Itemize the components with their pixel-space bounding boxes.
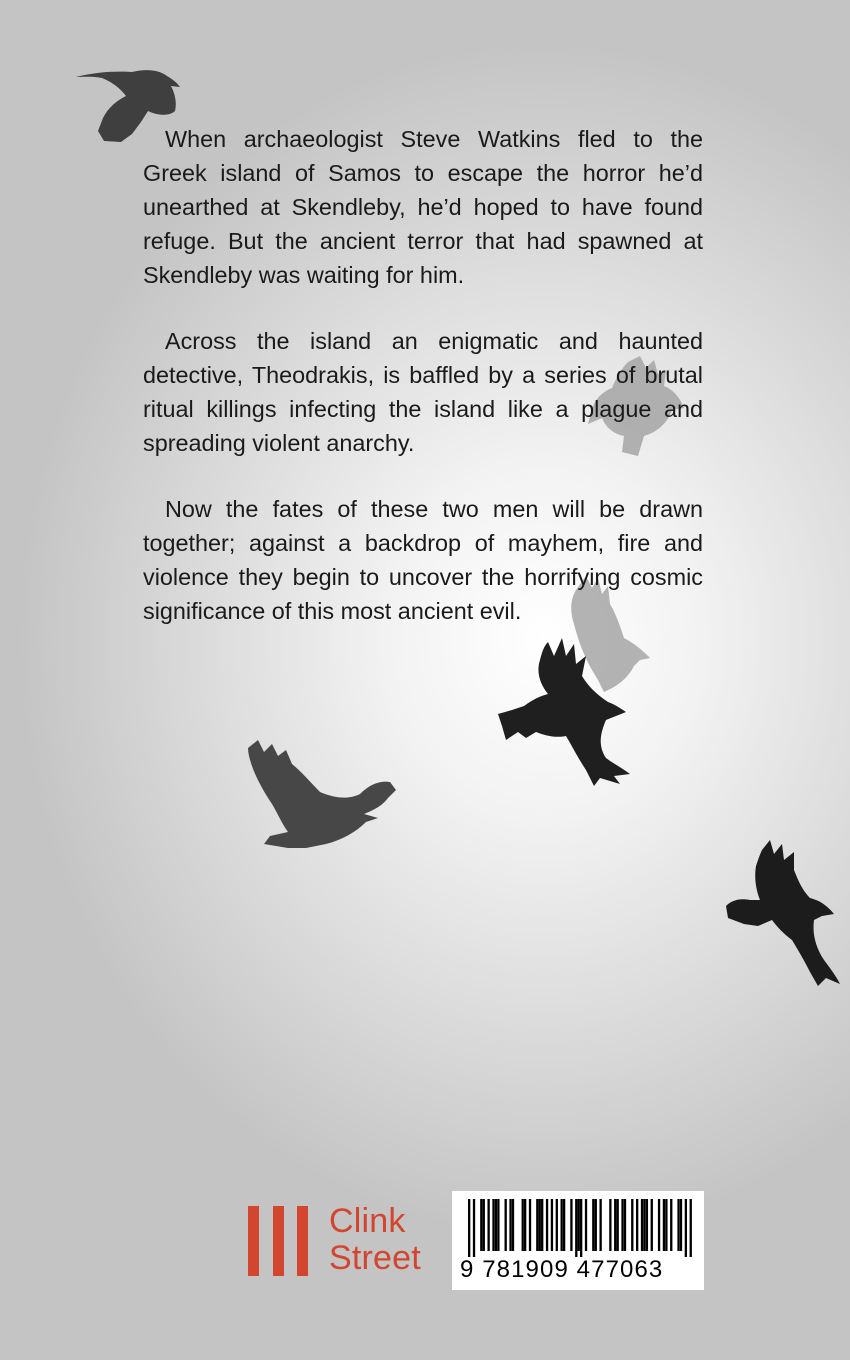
barcode-bar — [509, 1199, 511, 1251]
barcode-bar — [505, 1199, 507, 1251]
publisher-logo-bar — [297, 1206, 308, 1276]
blurb — [143, 122, 703, 628]
barcode-bar — [492, 1199, 494, 1251]
barcode-bar — [473, 1199, 475, 1257]
barcode-bar — [497, 1199, 499, 1251]
barcode-bar — [641, 1199, 643, 1251]
barcode-bar — [680, 1199, 682, 1251]
barcode-bar — [480, 1199, 482, 1251]
crow-lower-left-icon — [244, 738, 400, 852]
barcode-bar — [685, 1199, 687, 1257]
barcode-bar — [522, 1199, 524, 1251]
barcode-bar — [483, 1199, 485, 1251]
publisher-name-line1: Clink — [329, 1202, 406, 1240]
barcode-bar — [570, 1199, 572, 1251]
barcode-bar — [595, 1199, 597, 1251]
barcode-bar — [599, 1199, 601, 1251]
barcode-bar — [592, 1199, 594, 1251]
barcode-bar — [663, 1199, 665, 1251]
barcode-bar — [578, 1199, 580, 1251]
barcode-bar — [495, 1199, 497, 1251]
barcode-bar — [551, 1199, 553, 1251]
barcode-bar — [636, 1199, 638, 1251]
barcode-bar — [512, 1199, 514, 1251]
barcode-bar — [546, 1199, 548, 1251]
barcode-bar — [665, 1199, 667, 1251]
publisher-logo-bar — [248, 1206, 259, 1276]
blurb-paragraph: Now the fates of these two men will be drawn together; against a backdrop of mayhem, fire and violence they begin to uncover the horrifying cosmic significance of this most ancient evil. — [143, 496, 703, 624]
barcode-bar — [624, 1199, 626, 1251]
barcode-bar — [468, 1199, 470, 1257]
barcode-bar — [585, 1199, 587, 1251]
barcode-bar — [646, 1199, 648, 1251]
barcode-bar — [690, 1199, 692, 1257]
blurb-paragraph: When archaeologist Steve Watkins fled to the Greek island of Samos to escape the horror he’d unearthed at Skendleby, he’d hoped to have found refuge. But the ancient terror that had spawned at Skendleby was waiting for him. — [143, 126, 703, 288]
barcode-bar — [643, 1199, 645, 1251]
crow-right-dark-icon — [722, 838, 842, 988]
barcode-bar — [541, 1199, 543, 1251]
barcode-bar — [487, 1199, 489, 1251]
barcode-bar — [617, 1199, 619, 1251]
barcode-bar — [563, 1199, 565, 1251]
publisher-logo — [248, 1202, 438, 1278]
crow-center-dark-icon — [496, 636, 636, 788]
barcode-bar — [524, 1199, 526, 1251]
publisher-name-line2: Street — [329, 1239, 421, 1277]
publisher-logo-bar — [273, 1206, 284, 1276]
isbn-number: 9 781909 477063 — [460, 1256, 664, 1283]
barcode-bar — [536, 1199, 538, 1251]
barcode-bar — [609, 1199, 611, 1251]
barcode-bar — [580, 1199, 582, 1257]
barcode-bar — [658, 1199, 660, 1251]
barcode-bar — [621, 1199, 623, 1251]
publisher-name — [329, 1203, 421, 1277]
blurb-paragraph: Across the island an enigmatic and haunted detective, Theodrakis, is baffled by a series of brutal ritual killings infecting the island like a plague and spreading violent anarchy. — [143, 328, 703, 456]
barcode-bar — [677, 1199, 679, 1251]
isbn-barcode — [452, 1191, 704, 1290]
barcode-bar — [631, 1199, 633, 1251]
barcode-bar — [670, 1199, 672, 1251]
barcode-bar — [556, 1199, 558, 1251]
barcode-bar — [561, 1199, 563, 1251]
barcode-bar — [575, 1199, 577, 1257]
barcode-bar — [529, 1199, 531, 1251]
barcode-bar — [539, 1199, 541, 1251]
barcode-bar — [651, 1199, 653, 1251]
barcode-bar — [614, 1199, 616, 1251]
barcode-bars — [468, 1199, 692, 1257]
